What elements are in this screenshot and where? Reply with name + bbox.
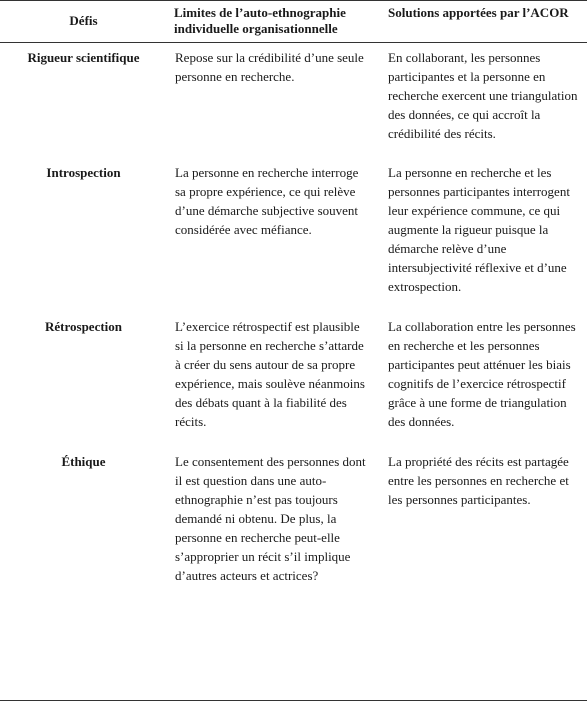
cell-limites: La personne en recherche interroge sa propre expérience, ce qui relève d’une démarche subjective souvent considérée avec méfiance. — [175, 165, 359, 237]
table-row — [0, 163, 587, 317]
table-row — [0, 43, 587, 164]
header-solutions: Solutions apportées par l’ACOR — [380, 1, 587, 43]
cell-solutions: En collaborant, les personnes participantes et la personne en recherche exercent une triangulation des données, ce qui accroît la crédibilité des récits. — [388, 50, 578, 141]
cell-solutions: La collaboration entre les personnes en recherche et les personnes participantes peut atténuer les biais cognitifs de l’exercice rétrospectif grâce à une forme de triangulation des données. — [388, 319, 576, 429]
cell-solutions: La propriété des récits est partagée entre les personnes en recherche et les personnes participantes. — [388, 454, 569, 507]
cell-limites: L’exercice rétrospectif est plausible si la personne en recherche s’attarde à créer du sens autour de sa propre expérience, mais soulève néanmoins des débats quant à la fiabilité des récits. — [175, 319, 365, 429]
header-limites: Limites de l’auto-ethnographie individuelle organisationnelle — [167, 1, 380, 43]
cell-limites: Le consentement des personnes dont il est question dans une auto-ethnographie n’est pas toujours demandé ni obtenu. De plus, la personne en recherche peut-elle s’approprier un récit s’il implique d’autres acteurs et actrices? — [175, 454, 366, 583]
header-defis: Défis — [0, 1, 167, 43]
cell-solutions: La personne en recherche et les personnes participantes interrogent leur expérience commune, ce qui augmente la rigueur puisque la démarche relève d’une intersubjectivité réflexive et d’une extrospection. — [388, 165, 570, 294]
cell-defi: Rigueur scientifique — [27, 50, 140, 65]
cell-defi: Rétrospection — [44, 319, 123, 334]
table-row — [0, 452, 587, 585]
table-body — [0, 43, 587, 586]
table-header — [0, 1, 587, 43]
cell-defi: Éthique — [61, 454, 106, 469]
table-row — [0, 317, 587, 452]
header-row — [0, 1, 587, 43]
cell-defi: Introspection — [46, 165, 121, 180]
cell-limites: Repose sur la crédibilité d’une seule personne en recherche. — [175, 50, 364, 84]
